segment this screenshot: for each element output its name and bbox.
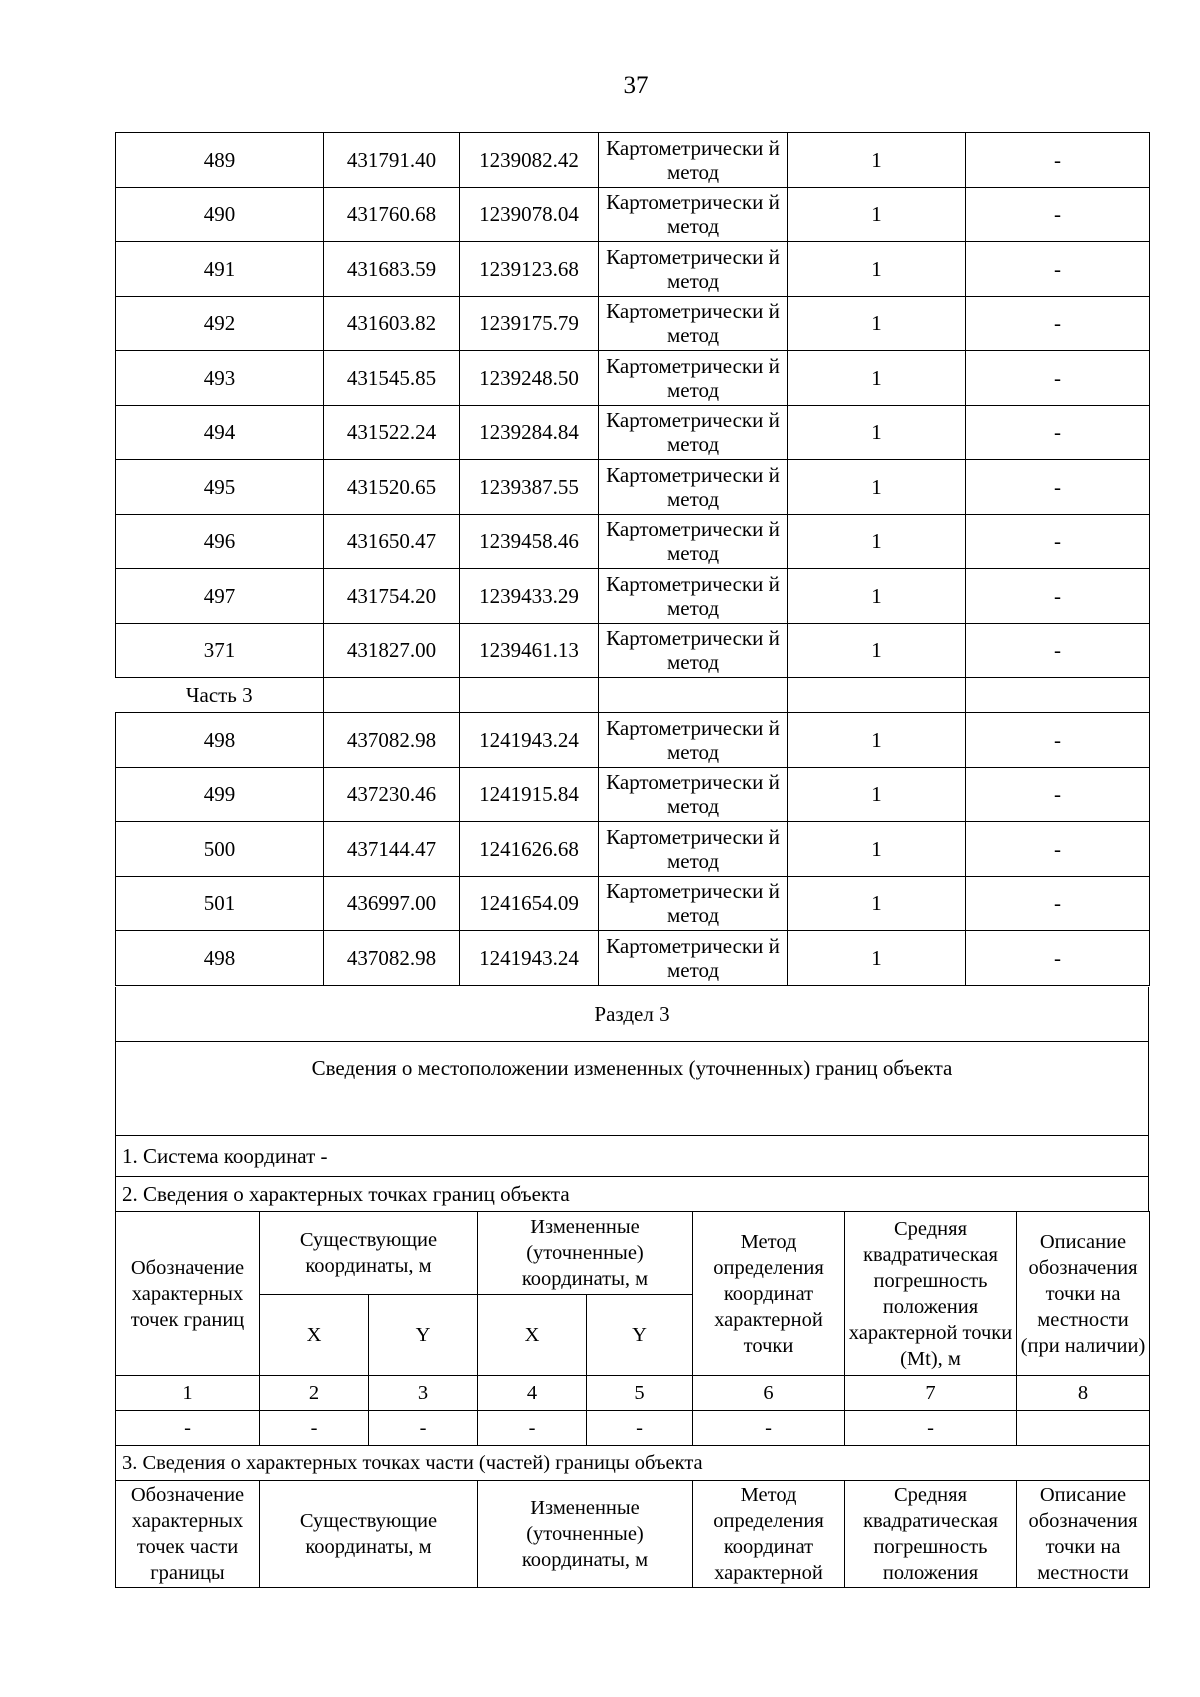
point-x-cell: 431683.59 [324, 242, 460, 297]
point-id-cell: 496 [116, 514, 324, 569]
point-accuracy-cell: 1 [788, 713, 966, 768]
point-id-cell: 371 [116, 623, 324, 678]
point-x-cell: 437082.98 [324, 931, 460, 986]
point-x-cell: 431603.82 [324, 296, 460, 351]
hdr-changed: Измененные (уточненные) координаты, м [478, 1212, 693, 1295]
boundary-points-table [115, 1211, 1150, 1588]
hdr-existing-x: X [260, 1295, 369, 1376]
part-label: Часть 3 [116, 678, 324, 713]
point-id-cell: 499 [116, 767, 324, 822]
point-row [116, 405, 1150, 460]
parts-hdr-accuracy: Средняя квадратическая погрешность положения [845, 1481, 1017, 1588]
point-row [116, 569, 1150, 624]
point-accuracy-cell: 1 [788, 514, 966, 569]
point-accuracy-cell: 1 [788, 822, 966, 877]
point-accuracy-cell: 1 [788, 351, 966, 406]
point-desc-cell: - [966, 242, 1150, 297]
point-method-cell: Картометрически й метод [599, 514, 788, 569]
hdr-changed-y: Y [587, 1295, 693, 1376]
section3-caption: Сведения о местоположении измененных (уточненных) границ объекта [116, 1042, 1149, 1136]
point-row [116, 187, 1150, 242]
point-y-cell: 1239458.46 [460, 514, 599, 569]
point-id-cell: 490 [116, 187, 324, 242]
point-row [116, 822, 1150, 877]
column-number-cell: 1 [116, 1376, 260, 1411]
point-x-cell: 431650.47 [324, 514, 460, 569]
hdr-existing-y: Y [369, 1295, 478, 1376]
point-row [116, 767, 1150, 822]
point-row [116, 514, 1150, 569]
point-id-cell: 498 [116, 931, 324, 986]
point-desc-cell: - [966, 876, 1150, 931]
point-accuracy-cell: 1 [788, 876, 966, 931]
hdr-designation: Обозначение характерных точек границ [116, 1212, 260, 1376]
hdr-description: Описание обозначения точки на местности (при наличии) [1017, 1212, 1150, 1376]
point-method-cell: Картометрически й метод [599, 931, 788, 986]
point-method-cell: Картометрически й метод [599, 405, 788, 460]
point-desc-cell: - [966, 713, 1150, 768]
point-desc-cell: - [966, 187, 1150, 242]
parts-hdr-existing: Существующие координаты, м [260, 1481, 478, 1588]
parts-hdr-method: Метод определения координат характерной [693, 1481, 845, 1588]
point-x-cell: 437144.47 [324, 822, 460, 877]
column-number-cell: 5 [587, 1376, 693, 1411]
point-accuracy-cell: 1 [788, 405, 966, 460]
column-number-cell: 4 [478, 1376, 587, 1411]
part-header-row [116, 678, 1150, 713]
point-method-cell: Картометрически й метод [599, 187, 788, 242]
point-y-cell: 1239175.79 [460, 296, 599, 351]
point-id-cell: 500 [116, 822, 324, 877]
point-method-cell: Картометрически й метод [599, 822, 788, 877]
point-id-cell: 495 [116, 460, 324, 515]
hdr-accuracy: Средняя квадратическая погрешность положения характерной точки (Mt), м [845, 1212, 1017, 1376]
point-x-cell: 431760.68 [324, 187, 460, 242]
section3-header-table [115, 987, 1149, 1212]
point-id-cell: 501 [116, 876, 324, 931]
empty-data-cell: - [478, 1411, 587, 1446]
point-id-cell: 494 [116, 405, 324, 460]
point-desc-cell: - [966, 569, 1150, 624]
parts-hdr-description: Описание обозначения точки на местности [1017, 1481, 1150, 1588]
point-method-cell: Картометрически й метод [599, 713, 788, 768]
point-row [116, 460, 1150, 515]
points-table [115, 132, 1149, 986]
point-accuracy-cell: 1 [788, 623, 966, 678]
column-number-cell: 7 [845, 1376, 1017, 1411]
point-row [116, 713, 1150, 768]
point-accuracy-cell: 1 [788, 296, 966, 351]
page-number: 37 [623, 72, 649, 99]
point-y-cell: 1239284.84 [460, 405, 599, 460]
point-desc-cell: - [966, 931, 1150, 986]
point-x-cell: 431545.85 [324, 351, 460, 406]
point-id-cell: 491 [116, 242, 324, 297]
hdr-method: Метод определения координат характерной точки [693, 1212, 845, 1376]
point-id-cell: 489 [116, 133, 324, 188]
point-desc-cell: - [966, 351, 1150, 406]
column-numbers-row [116, 1376, 1150, 1411]
point-y-cell: 1239248.50 [460, 351, 599, 406]
point-x-cell: 431754.20 [324, 569, 460, 624]
column-number-cell: 2 [260, 1376, 369, 1411]
section3-title: Раздел 3 [116, 987, 1149, 1042]
empty-data-cell: - [116, 1411, 260, 1446]
point-y-cell: 1239461.13 [460, 623, 599, 678]
point-desc-cell: - [966, 514, 1150, 569]
empty-data-cell: - [587, 1411, 693, 1446]
point-y-cell: 1239123.68 [460, 242, 599, 297]
point-y-cell: 1241943.24 [460, 931, 599, 986]
point-accuracy-cell: 1 [788, 460, 966, 515]
empty-data-cell: - [845, 1411, 1017, 1446]
point-desc-cell: - [966, 133, 1150, 188]
point-method-cell: Картометрически й метод [599, 569, 788, 624]
point-method-cell: Картометрически й метод [599, 133, 788, 188]
part-empty-cell [788, 678, 966, 713]
part-empty-cell [324, 678, 460, 713]
point-y-cell: 1239082.42 [460, 133, 599, 188]
part-empty-cell [599, 678, 788, 713]
column-number-cell: 8 [1017, 1376, 1150, 1411]
point-y-cell: 1241626.68 [460, 822, 599, 877]
point-method-cell: Картометрически й метод [599, 351, 788, 406]
point-accuracy-cell: 1 [788, 187, 966, 242]
point-method-cell: Картометрически й метод [599, 460, 788, 515]
point-accuracy-cell: 1 [788, 931, 966, 986]
point-method-cell: Картометрически й метод [599, 767, 788, 822]
point-row [116, 931, 1150, 986]
point-desc-cell: - [966, 767, 1150, 822]
point-accuracy-cell: 1 [788, 569, 966, 624]
part-empty-cell [966, 678, 1150, 713]
column-number-cell: 3 [369, 1376, 478, 1411]
empty-data-row [116, 1411, 1150, 1446]
empty-data-cell [1017, 1411, 1150, 1446]
point-accuracy-cell: 1 [788, 767, 966, 822]
point-desc-cell: - [966, 460, 1150, 515]
point-method-cell: Картометрически й метод [599, 242, 788, 297]
point-x-cell: 431791.40 [324, 133, 460, 188]
point-row [116, 876, 1150, 931]
point-accuracy-cell: 1 [788, 242, 966, 297]
point-method-cell: Картометрически й метод [599, 876, 788, 931]
point-y-cell: 1239433.29 [460, 569, 599, 624]
part-empty-cell [460, 678, 599, 713]
column-number-cell: 6 [693, 1376, 845, 1411]
point-method-cell: Картометрически й метод [599, 623, 788, 678]
points-heading: 2. Сведения о характерных точках границ объекта [116, 1177, 1149, 1212]
point-desc-cell: - [966, 822, 1150, 877]
point-x-cell: 437082.98 [324, 713, 460, 768]
point-id-cell: 497 [116, 569, 324, 624]
point-x-cell: 431522.24 [324, 405, 460, 460]
point-accuracy-cell: 1 [788, 133, 966, 188]
coord-system-line: 1. Система координат - [116, 1136, 1149, 1177]
point-id-cell: 493 [116, 351, 324, 406]
point-y-cell: 1241654.09 [460, 876, 599, 931]
point-method-cell: Картометрически й метод [599, 296, 788, 351]
point-x-cell: 436997.00 [324, 876, 460, 931]
point-y-cell: 1239078.04 [460, 187, 599, 242]
points-grid [115, 132, 1150, 986]
parts-heading: 3. Сведения о характерных точках части (частей) границы объекта [116, 1446, 1150, 1481]
point-row [116, 623, 1150, 678]
point-x-cell: 431827.00 [324, 623, 460, 678]
point-y-cell: 1241943.24 [460, 713, 599, 768]
parts-hdr-changed: Измененные (уточненные) координаты, м [478, 1481, 693, 1588]
empty-data-cell: - [260, 1411, 369, 1446]
point-id-cell: 492 [116, 296, 324, 351]
point-y-cell: 1239387.55 [460, 460, 599, 515]
point-x-cell: 437230.46 [324, 767, 460, 822]
point-desc-cell: - [966, 405, 1150, 460]
point-x-cell: 431520.65 [324, 460, 460, 515]
section3-block [115, 988, 1149, 1588]
empty-data-cell: - [693, 1411, 845, 1446]
hdr-changed-x: X [478, 1295, 587, 1376]
empty-data-cell: - [369, 1411, 478, 1446]
point-row [116, 296, 1150, 351]
point-row [116, 351, 1150, 406]
point-row [116, 133, 1150, 188]
point-desc-cell: - [966, 296, 1150, 351]
parts-hdr-designation: Обозначение характерных точек части границы [116, 1481, 260, 1588]
point-desc-cell: - [966, 623, 1150, 678]
point-id-cell: 498 [116, 713, 324, 768]
point-row [116, 242, 1150, 297]
point-y-cell: 1241915.84 [460, 767, 599, 822]
hdr-existing: Существующие координаты, м [260, 1212, 478, 1295]
